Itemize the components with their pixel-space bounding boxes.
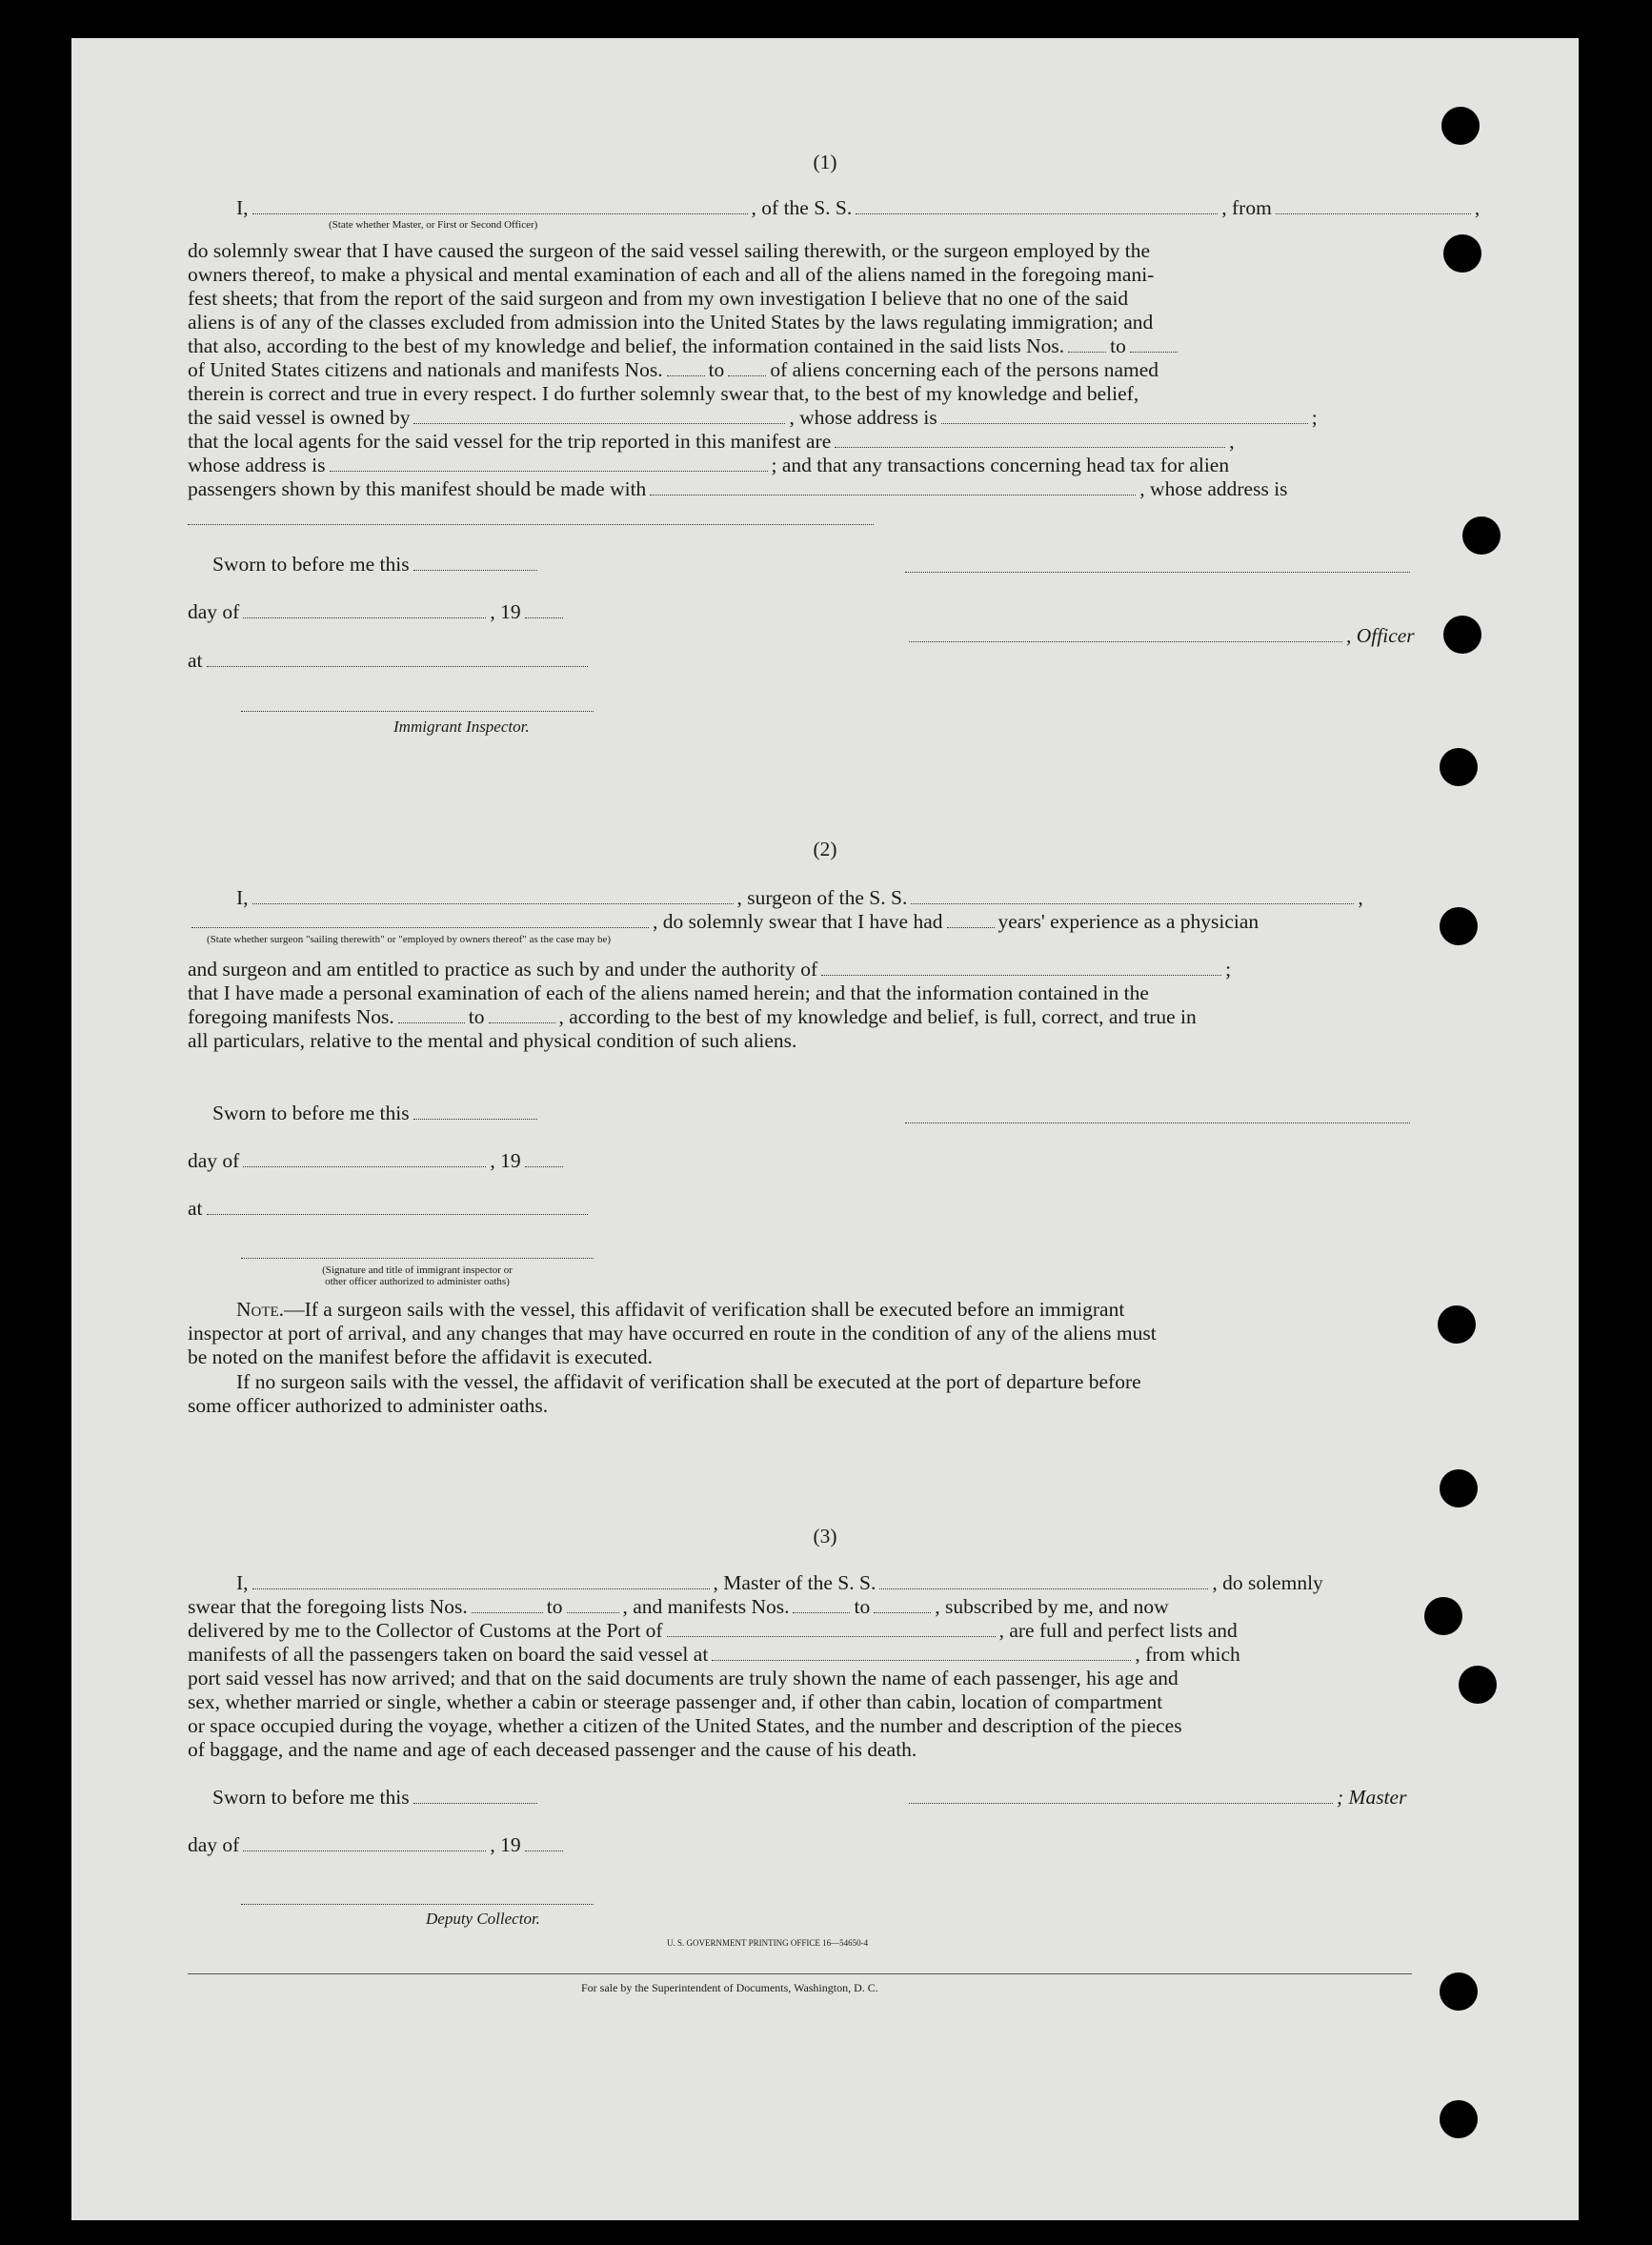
s1-day-of (188, 600, 567, 623)
s3-text-line-7: or space occupied during the voyage, whether a citizen of the United States, and the number and description of the pieces (188, 1714, 1182, 1737)
pronoun-i: I, (236, 196, 249, 219)
section-2-number: (2) (813, 838, 837, 860)
surgeon-label: , surgeon of the S. S. (736, 886, 908, 909)
punch-hole (1440, 2100, 1478, 2138)
immigrant-inspector-label: Immigrant Inspector. (393, 718, 530, 736)
vessel-label: , of the S. S. (751, 196, 853, 219)
punch-hole (1443, 234, 1481, 273)
s1-text-line-6 (188, 358, 1158, 381)
from-which-text: , from which (1135, 1643, 1240, 1666)
whose-address-label: , whose address is (789, 406, 937, 429)
s2-day-of (188, 1149, 567, 1172)
s3-master-sig (905, 1786, 1406, 1809)
punch-hole (1440, 748, 1478, 786)
owned-by-label: the said vessel is owned by (188, 406, 411, 429)
footer-rule (188, 1973, 1412, 1974)
s2-line-1: I, , surgeon of the S. S. , (236, 886, 1363, 909)
to-label: to (546, 1595, 563, 1618)
at-label: at (188, 1197, 203, 1220)
aliens-text: of aliens concerning each of the persons named (770, 358, 1159, 381)
s1-local-agents-line: that the local agents for the said vessel for the trip reported in this manifest are , (188, 430, 1235, 453)
s1-sworn (212, 553, 541, 576)
passengers-text: passengers shown by this manifest should be made with (188, 477, 647, 500)
swear-text: , do solemnly swear that I have had (653, 910, 943, 933)
s1-officer (905, 624, 1415, 647)
manifests-passengers-text: manifests of all the passengers taken on board the said vessel at (188, 1643, 709, 1666)
section-1-number: (1) (813, 151, 837, 173)
form-page (71, 38, 1579, 2220)
note-line-1 (236, 1298, 1124, 1321)
note-line-4: If no surgeon sails with the vessel, the affidavit of verification shall be executed at the port of departure before (236, 1370, 1141, 1393)
to-label: to (708, 358, 725, 381)
s1-text-line-3: fest sheets; that from the report of the said surgeon and from my own investigation I believe that no one of the said (188, 287, 1129, 310)
foregoing-text: foregoing manifests Nos. (188, 1005, 394, 1028)
lists-nos-text: that also, according to the best of my knowledge and belief, the information contained in the said lists Nos. (188, 334, 1065, 357)
s2-examined: that I have made a personal examination of each of the aliens named herein; and that the information contained in the (188, 981, 1149, 1004)
sig-caption-2: other officer authorized to administer oaths) (325, 1276, 510, 1287)
s2-foregoing (188, 1005, 1197, 1028)
s1-text-line-1: do solemnly swear that I have caused the surgeon of the said vessel sailing therewith, or the surgeon employed by the (188, 239, 1151, 262)
surgeon-caption: (State whether surgeon "sailing therewith" or "employed by owners thereof" as the case may be) (207, 934, 612, 945)
from-label: , from (1221, 196, 1272, 219)
punch-hole (1438, 1305, 1476, 1344)
master-label: , Master of the S. S. (713, 1571, 876, 1594)
local-agents-label: that the local agents for the said vessel for the trip reported in this manifest are (188, 430, 832, 453)
punch-hole (1440, 1972, 1478, 2011)
s1-text-line-5 (188, 334, 1181, 357)
s2-particulars: all particulars, relative to the mental and physical condition of such aliens. (188, 1029, 797, 1052)
punch-hole (1440, 1469, 1478, 1507)
surgeon-signature-line (905, 1122, 1410, 1123)
s3-line-4 (188, 1643, 1240, 1666)
section-3-number: (3) (813, 1525, 837, 1547)
sworn-label: Sworn to before me this (212, 1786, 410, 1809)
comma: , (1474, 196, 1481, 219)
s1-at (188, 649, 592, 672)
s3-line-3 (188, 1619, 1238, 1642)
according-text: , according to the best of my knowledge and belief, is full, correct, and true in (558, 1005, 1197, 1028)
note-line-5: some officer authorized to administer oaths. (188, 1394, 549, 1417)
year-label: , 19 (490, 1149, 521, 1172)
note-line-2: inspector at port of arrival, and any changes that may have occurred en route in the condition of any of the aliens must (188, 1322, 1157, 1345)
punch-hole (1462, 516, 1501, 555)
s1-text-line-4: aliens is of any of the classes excluded from admission into the United States by the laws regulating immigration; and (188, 311, 1154, 334)
signature-title-line (241, 1258, 594, 1259)
s1-text-line-7: therein is correct and true in every respect. I do further solemnly swear that, to the best of my knowledge and belief, (188, 382, 1139, 405)
manifests-nos-text: of United States citizens and nationals and manifests Nos. (188, 358, 663, 381)
s3-text-line-8: of baggage, and the name and age of each deceased passenger and the cause of his death. (188, 1738, 917, 1761)
delivered-text: delivered by me to the Collector of Customs at the Port of (188, 1619, 663, 1642)
at-label: at (188, 649, 203, 672)
s2-sworn (212, 1102, 541, 1124)
day-of-label: day of (188, 1149, 240, 1172)
inspector-signature-line (241, 711, 594, 712)
s3-line-1 (236, 1571, 1323, 1594)
s1-address-line (188, 454, 1229, 476)
s3-text-line-5: port said vessel has now arrived; and that on the said documents are truly shown the name of each passenger, his age and (188, 1667, 1179, 1689)
punch-hole (1441, 107, 1480, 145)
day-of-label: day of (188, 1833, 240, 1856)
s1-text-line-2: owners thereof, to make a physical and mental examination of each and all of the aliens named in the foregoing mani- (188, 263, 1155, 286)
note-line-3: be noted on the manifest before the affidavit is executed. (188, 1345, 653, 1368)
full-text: , are full and perfect lists and (998, 1619, 1238, 1642)
pronoun-i: I, (236, 886, 249, 909)
authority-text: and surgeon and am entitled to practice as such by and under the authority of (188, 958, 818, 981)
to-label: to (854, 1595, 871, 1618)
whose-address-label: , whose address is (1139, 477, 1288, 500)
sworn-label: Sworn to before me this (212, 553, 410, 576)
subscribed-text: , subscribed by me, and now (935, 1595, 1169, 1618)
sig-caption-1: (Signature and title of immigrant inspector or (322, 1264, 513, 1276)
day-of-label: day of (188, 600, 240, 623)
sworn-label: Sworn to before me this (212, 1102, 410, 1124)
s2-authority: and surgeon and am entitled to practice as such by and under the authority of ; (188, 958, 1232, 981)
year-label: , 19 (490, 600, 521, 623)
s3-day-of (188, 1833, 567, 1856)
whose-address-label: whose address is (188, 454, 326, 476)
solemnly-text: , do solemnly (1212, 1571, 1323, 1594)
address-blank (188, 524, 874, 525)
note-label: Note. (236, 1298, 285, 1321)
section-1-line-1 (236, 196, 1480, 219)
s1-passengers-line (188, 477, 1288, 500)
s2-line-2 (188, 910, 1259, 933)
to-label: to (468, 1005, 485, 1028)
officer-caption: (State whether Master, or First or Second Officer) (329, 219, 538, 231)
officer-signature-line (905, 572, 1410, 573)
s3-text-line-6: sex, whether married or single, whether a cabin or steerage passenger and, if other than cabin, location of compartment (188, 1690, 1163, 1713)
punch-hole (1440, 907, 1478, 945)
to-label: to (1110, 334, 1126, 357)
deputy-collector-label: Deputy Collector. (426, 1910, 540, 1928)
years-text: years' experience as a physician (997, 910, 1259, 933)
officer-label: , Officer (1346, 624, 1415, 647)
manifests-text: , and manifests Nos. (622, 1595, 790, 1618)
s1-owned-by-line: the said vessel is owned by , whose address is ; (188, 406, 1318, 429)
s2-at (188, 1197, 592, 1220)
gpo-imprint: U. S. GOVERNMENT PRINTING OFFICE 16—54650-4 (667, 1938, 869, 1948)
year-label: , 19 (490, 1833, 521, 1856)
head-tax-text: ; and that any transactions concerning head tax for alien (771, 454, 1230, 476)
punch-hole (1443, 616, 1481, 654)
punch-hole (1459, 1666, 1497, 1704)
s3-line-2 (188, 1595, 1169, 1618)
sale-notice: For sale by the Superintendent of Documents, Washington, D. C. (581, 1981, 878, 1994)
collector-signature-line (241, 1904, 594, 1905)
pronoun-i: I, (236, 1571, 249, 1594)
swear-lists-text: swear that the foregoing lists Nos. (188, 1595, 468, 1618)
note-text: —If a surgeon sails with the vessel, this affidavit of verification shall be executed before an immigrant (284, 1298, 1125, 1321)
punch-hole (1424, 1597, 1462, 1635)
s3-sworn (212, 1786, 541, 1809)
master-sig-label: ; Master (1337, 1786, 1407, 1809)
